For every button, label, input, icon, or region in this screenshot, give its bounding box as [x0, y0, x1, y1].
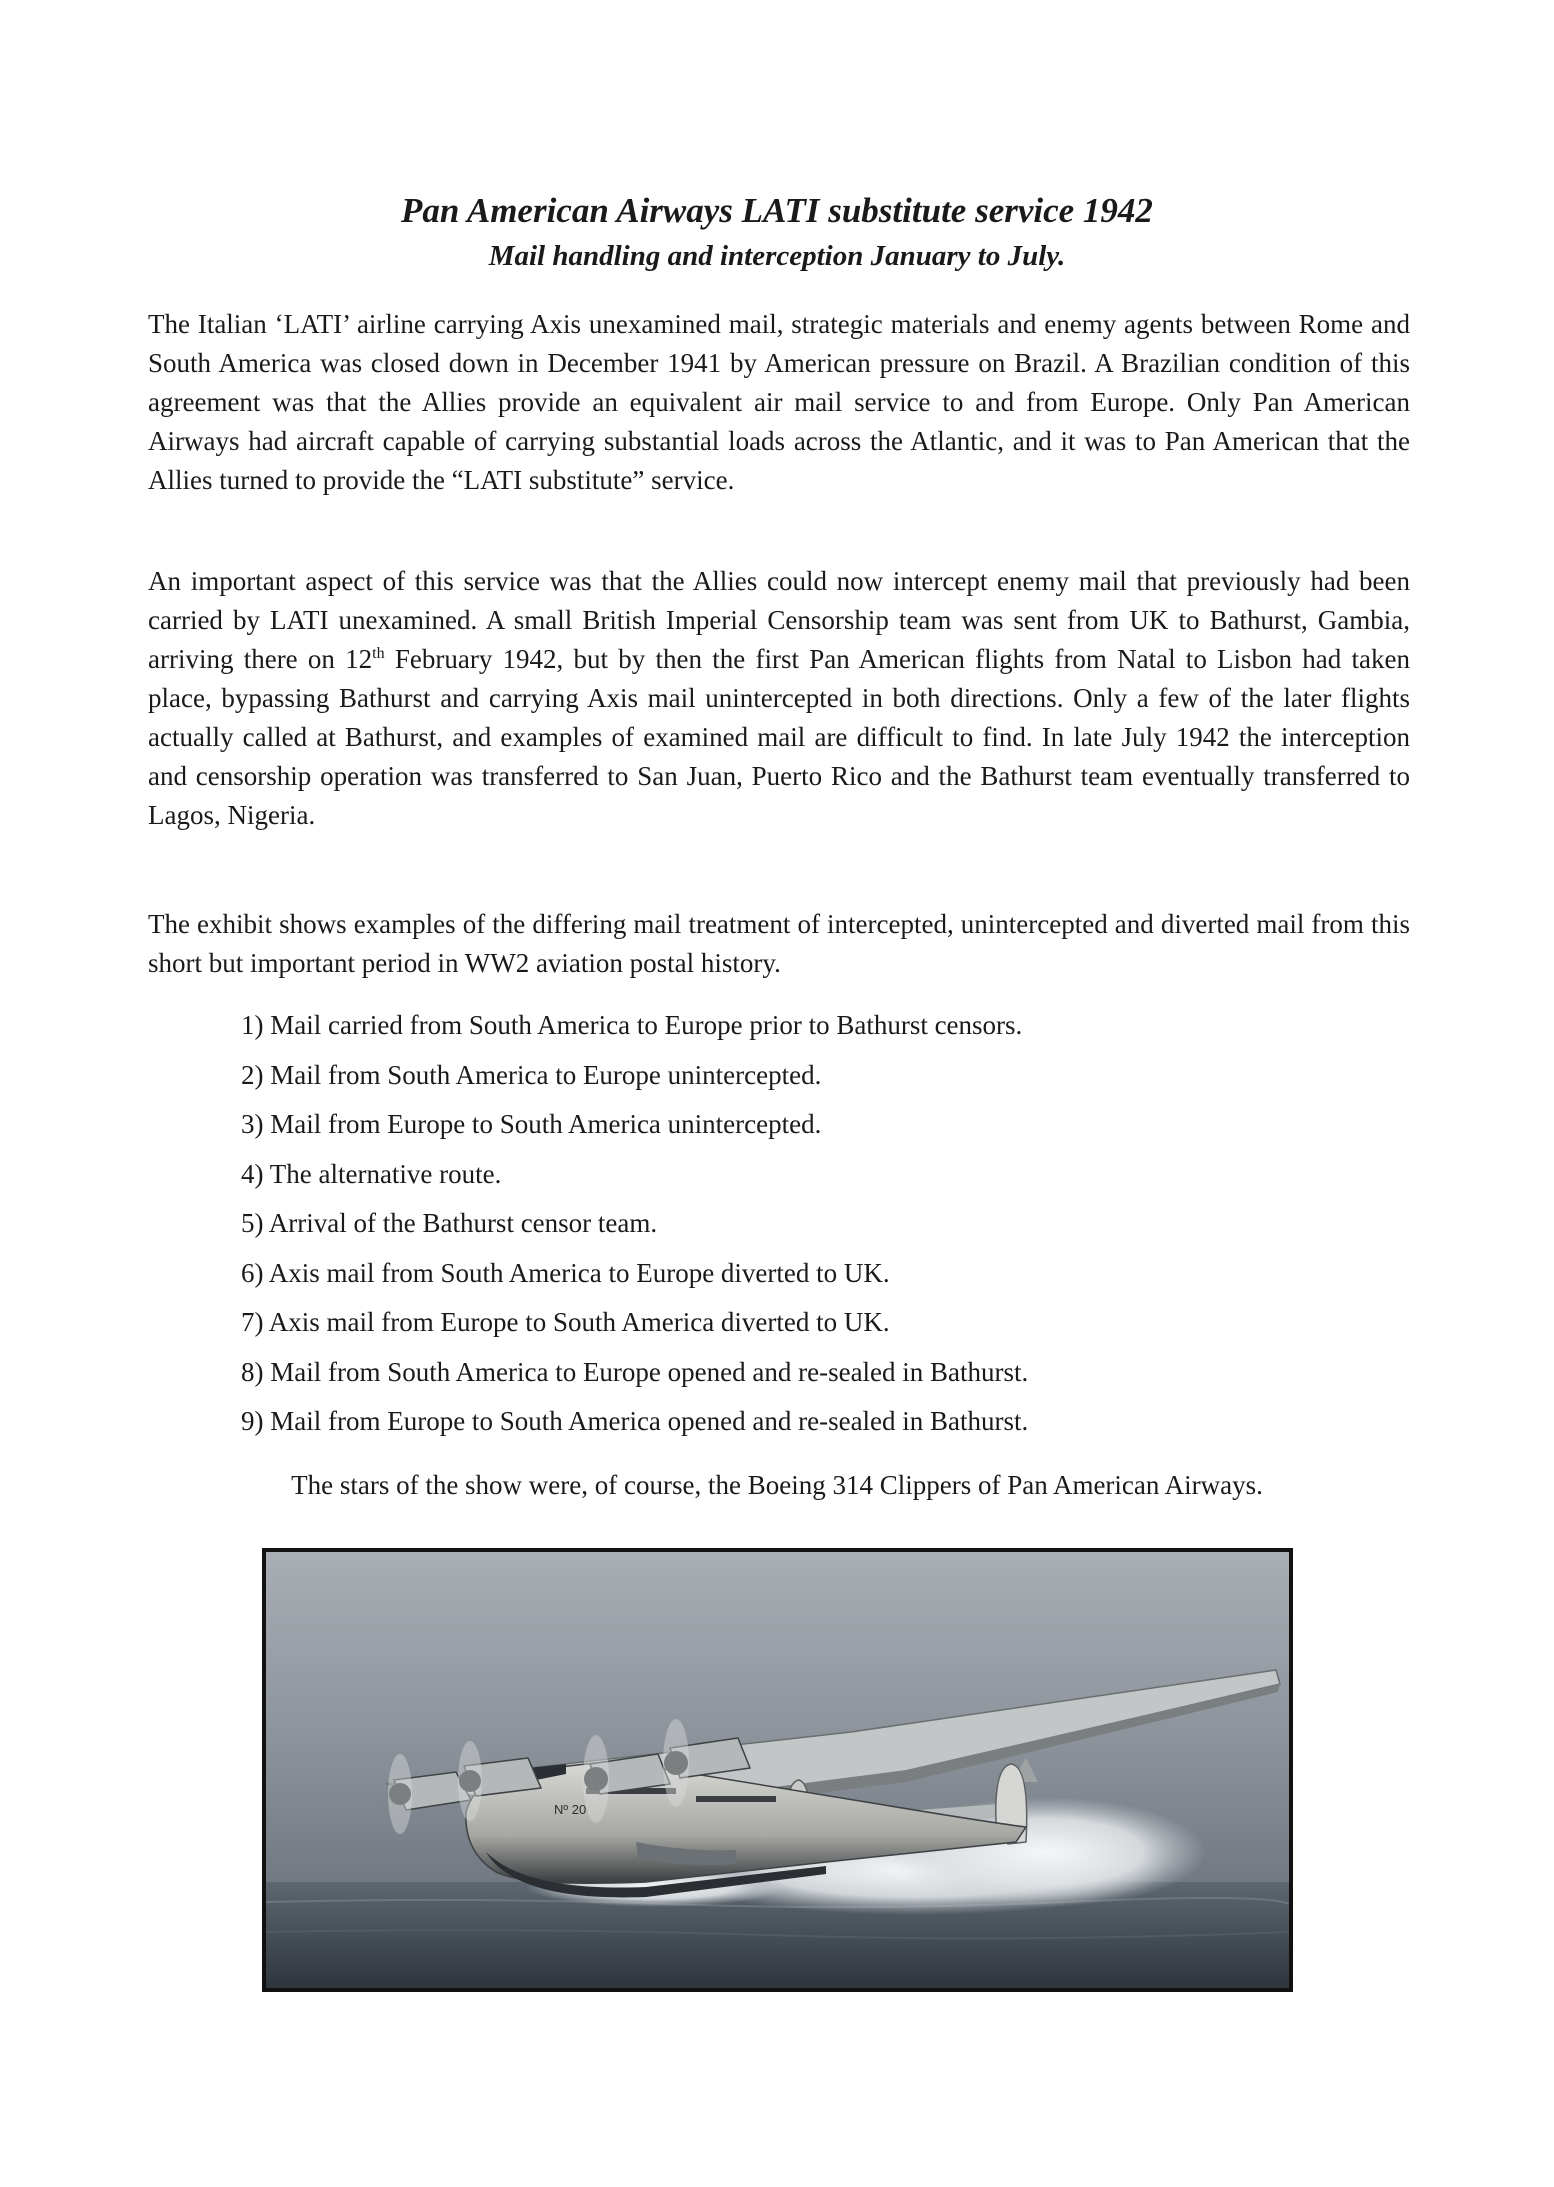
- closing-line: The stars of the show were, of course, the Boeing 314 Clippers of Pan American Airways.: [291, 1470, 1263, 1500]
- list-item: 4) The alternative route.: [241, 1158, 502, 1189]
- exhibit-paragraph: The exhibit shows examples of the differing mail treatment of intercepted, unintercepted and diverted mail from this short but important period in WW2 aviation postal history.: [148, 909, 1410, 978]
- page-subtitle: Mail handling and interception January to July.: [488, 240, 1066, 272]
- ordinal-suffix: th: [372, 645, 385, 662]
- list-item: 2) Mail from South America to Europe unintercepted.: [241, 1059, 822, 1090]
- page-title: Pan American Airways LATI substitute service 1942: [401, 191, 1153, 230]
- list-item: 1) Mail carried from South America to Europe prior to Bathurst censors.: [241, 1010, 1023, 1040]
- interception-text-part-2: February 1942, but by then the first Pan American flights from Natal to Lisbon had taken place, bypassing Bathurst and carrying Axis mail unintercepted in both directions. Only a few of the later flights actually called at Bathurst, and examples of examined mail are difficult to find. In late July 1942 the interception and censorship operation was transferred to San Juan, Puerto Rico and the Bathurst team eventually transferred to Lagos, Nigeria.: [148, 644, 1410, 830]
- hull-number: Nº 20: [554, 1802, 587, 1817]
- list-item: 3) Mail from Europe to South America unintercepted.: [241, 1109, 822, 1139]
- interception-paragraph: [148, 562, 1410, 835]
- intro-paragraph: The Italian ‘LATI’ airline carrying Axis unexamined mail, strategic materials and enemy agents between Rome and South America was closed down in December 1941 by American pressure on Brazil. A Brazilian condition of this agreement was that the Allies provide an equivalent air mail service to and from Europe. Only Pan American Airways had aircraft capable of carrying substantial loads across the Atlantic, and it was to Pan American that the Allies turned to provide the “LATI substitute” service.: [148, 309, 1410, 495]
- list-item: 6) Axis mail from South America to Europe diverted to UK.: [241, 1257, 890, 1288]
- list-item: 8) Mail from South America to Europe opened and re-sealed in Bathurst.: [241, 1356, 1029, 1387]
- list-item: 5) Arrival of the Bathurst censor team.: [241, 1208, 658, 1238]
- interception-text-part-1: An important aspect of this service was that the Allies could now intercept enemy mail that previously had been carried by LATI unexamined. A small British Imperial Censorship team was sent from UK to Bathurst, Gambia, arriving there on 12: [148, 566, 1410, 674]
- boeing-314-clipper-image: [266, 1552, 1289, 1988]
- flying-boat-photo: [262, 1548, 1293, 1992]
- exhibit-section-list: [241, 1007, 1341, 1453]
- list-item: 7) Axis mail from Europe to South America diverted to UK.: [241, 1307, 890, 1337]
- list-item: 9) Mail from Europe to South America opened and re-sealed in Bathurst.: [241, 1406, 1029, 1436]
